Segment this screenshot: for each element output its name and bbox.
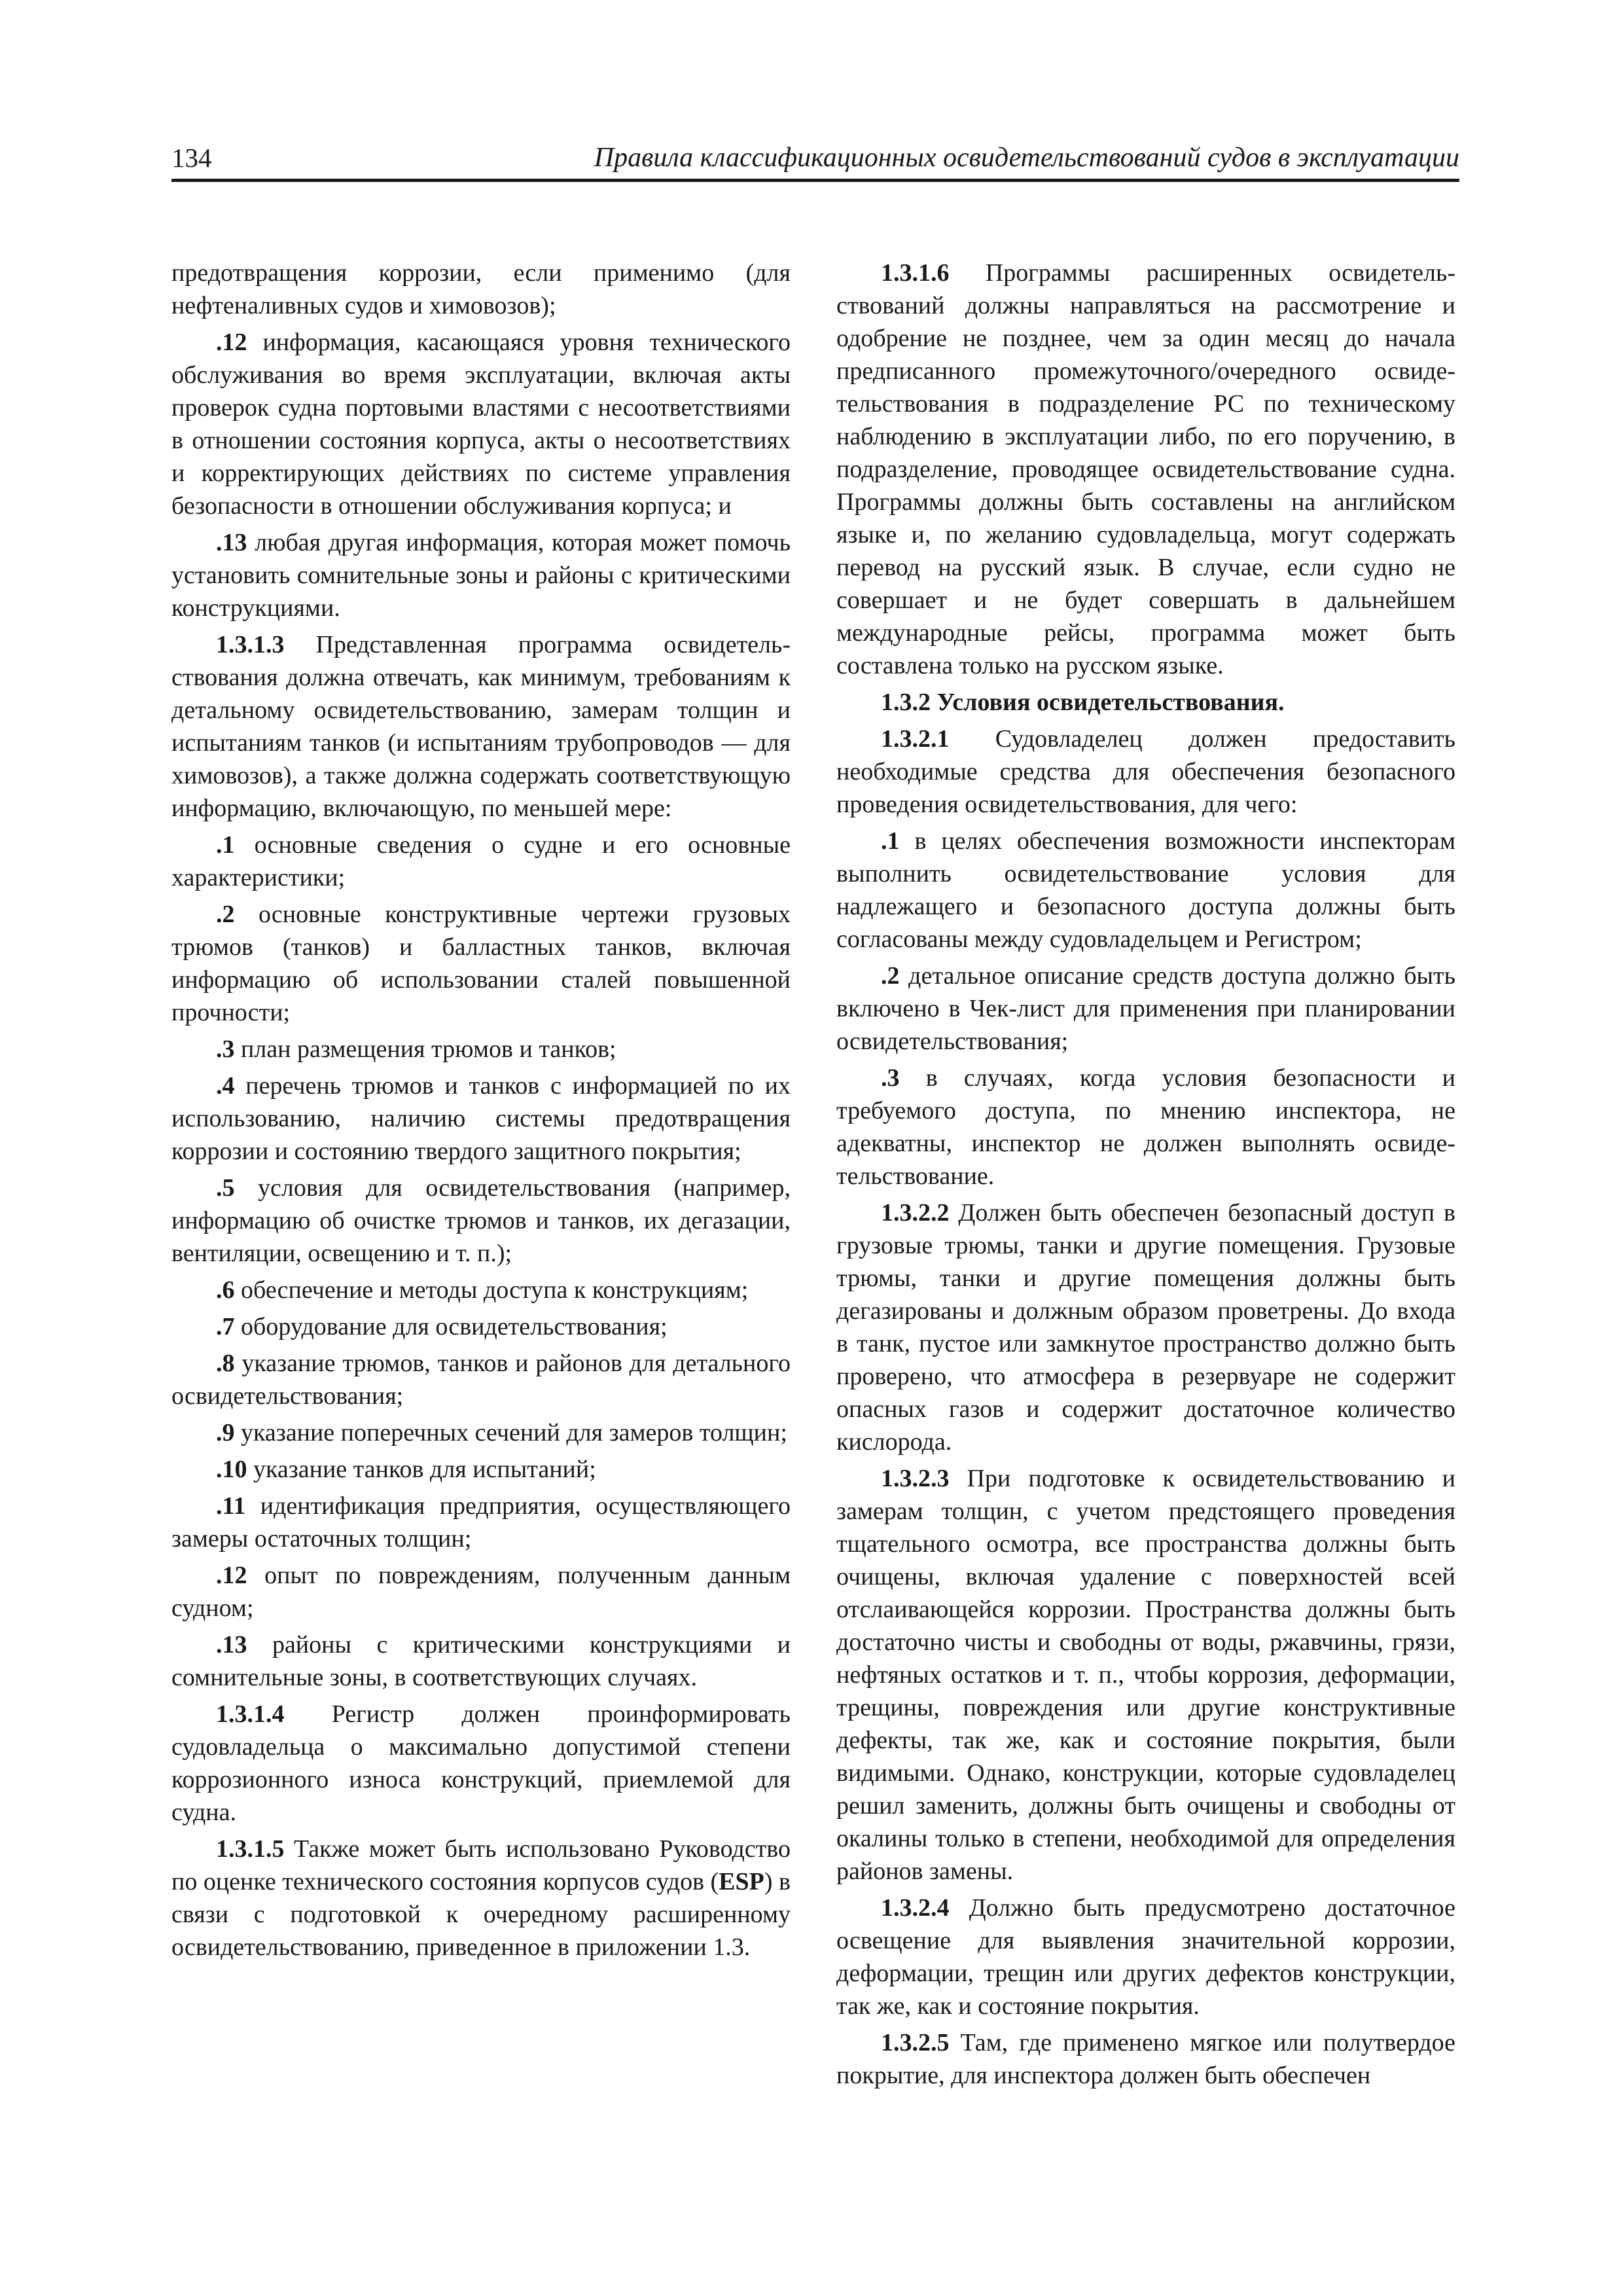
list-item: .2 основные конструктивные чертежи грузовых трюмов (танков) и балластных танков, включая информацию об использовании сталей повышенной прочности; xyxy=(171,901,791,1026)
list-item: .4 перечень трюмов и танков с информацией по их использованию, наличию системы предотвращения коррозии и состоянию твердого защитного покрытия; xyxy=(171,1072,791,1165)
list-item: .10 указание танков для испытаний; xyxy=(216,1456,596,1483)
paragraph: 1.3.2.1 Судовладелец должен предоставить необходимые средства для обеспечения безопасного проведения освидетельствования, для чего: xyxy=(836,725,1455,818)
left-column xyxy=(171,257,791,1967)
list-item: .9 указание поперечных сечений для замеров толщин; xyxy=(216,1419,787,1446)
paragraph: 1.3.2.4 Должно быть предусмотрено достаточное освещение для выявления значительной коррозии, деформации, трещин или других дефектов конструкции, так же, как и состояние покрытия. xyxy=(836,1894,1455,2020)
list-item: .3 в случаях, когда условия безопасности и требуемого доступа, по мнению инспектора, не адекватны, инспектор не должен выполнять освидетельствование. xyxy=(836,1064,1455,1190)
list-item: .12 опыт по повреждениям, полученным данным судном; xyxy=(171,1562,791,1622)
page-header xyxy=(171,139,1459,182)
paragraph: предотвращения коррозии, если применимо (для нефтеналивных судов и химовозов); xyxy=(171,259,791,319)
list-item: .1 в целях обеспечения возможности инспекторам выполнить освидетельствование условия для надлежащего и безопасного доступа должны быть согласованы между судовладельцем и Регистром; xyxy=(836,827,1455,953)
list-item: .13 любая другая информация, которая может помочь установить сомнительные зоны и районы с критическими конструкциями. xyxy=(171,529,791,622)
list-item: .7 оборудование для освидетельствования; xyxy=(216,1313,668,1340)
list-item: .13 районы с критическими конструкциями и сомнительные зоны, в соответствующих случаях. xyxy=(171,1631,791,1691)
list-item: .12 информация, касающаяся уровня технического обслуживания во время эксплуатации, включая акты проверок судна портовыми властями с несоответствиями в отношении состояния корпуса, акты о несоответствиях и корректирующих действиях по системе управления безопасности в отношении обслуживания корпуса; и xyxy=(171,329,791,520)
paragraph: 1.3.2.3 При подготовке к освидетельствованию и замерам толщин, с учетом предстоящего проведения тщательного осмотра, все пространства должны быть очищены, включая удаление с поверхностей всей отслаивающейся коррозии. Пространства должны быть достаточно чисты и свободны от воды, ржавчины, грязи, нефтяных остатков и т. п., чтобы коррозия, деформации, трещины, повреждения или другие конструктивные дефекты, так же, как и состояние покрытия, были видимыми. Однако, конструкции, которые судовладелец решил заменить, должны быть очищены и свободны от окалины только в степени, необходимой для определения районов замены. xyxy=(836,1465,1455,1885)
running-title: Правила классификационных освидетельствований судов в эксплуатации xyxy=(594,143,1459,173)
paragraph: 1.3.1.3 Представленная программа освидетельствования должна отвечать, как минимум, требованиям к детальному освидетельствованию, замерам толщин и испытаниям танков (и испытаниям трубопроводов — для химовозов), а также должна содержать соответствующую информацию, включающую, по меньшей мере: xyxy=(171,631,791,822)
list-item: .11 идентификация предприятия, осуществляющего замеры остаточных толщин; xyxy=(171,1492,791,1552)
paragraph: 1.3.1.4 Регистр должен проинформировать судовладельца о максимально допустимой степени коррозионного износа конструкций, приемлемой для судна. xyxy=(171,1700,791,1826)
list-item: .3 план размещения трюмов и танков; xyxy=(216,1035,616,1063)
section-heading: 1.3.2 Условия освидетельствования. xyxy=(881,689,1285,716)
list-item: .8 указание трюмов, танков и районов для детального освидетельствования; xyxy=(171,1350,791,1410)
paragraph: 1.3.1.5 Также может быть использовано Руководство по оценке технического состояния корпусов судов (ESP) в связи с подготовкой к очередному расширенному освидетельствованию, приведенное в приложении 1.3. xyxy=(171,1835,791,1961)
list-item: .2 детальное описание средств доступа должно быть включено в Чек-лист для применения при планировании освидетельствования; xyxy=(836,962,1455,1055)
list-item: .5 условия для освидетельствования (например, информацию об очистке трюмов и танков, их дегазации, вентиляции, освещению и т. п.); xyxy=(171,1174,791,1267)
list-item: .6 обеспечение и методы доступа к конструкциям; xyxy=(216,1276,749,1304)
page-number: 134 xyxy=(171,143,212,173)
right-column xyxy=(836,257,1455,2096)
paragraph: 1.3.1.6 Программы расширенных освидетельствований должны направляться на рассмотрение и одобрение не позднее, чем за один месяц до начала предписанного промежуточного/очередного освидетельствования в подразделение РС по техническому наблюдению в эксплуатации либо, по его поручению, в подразделение, проводящее освидетельствование судна. Программы должны быть составлены на английском языке и, по желанию судовладельца, могут содержать перевод на русский язык. В случае, если судно не совершает и не будет совершать в дальнейшем международные рейсы, программа может быть составлена только на русском языке. xyxy=(836,259,1455,679)
paragraph: 1.3.2.2 Должен быть обеспечен безопасный доступ в грузовые трюмы, танки и другие помещения. Грузовые трюмы, танки и другие помещения должны быть дегазированы и должным образом проветрены. До входа в танк, пустое или замкнутое пространство должно быть проверено, что атмосфера в резервуаре не содержит опасных газов и содержит достаточное количество кислорода. xyxy=(836,1199,1455,1456)
list-item: .1 основные сведения о судне и его основные характеристики; xyxy=(171,831,791,891)
paragraph: 1.3.2.5 Там, где применено мягкое или полутвердое покрытие, для инспектора должен быть обеспечен xyxy=(836,2029,1455,2089)
